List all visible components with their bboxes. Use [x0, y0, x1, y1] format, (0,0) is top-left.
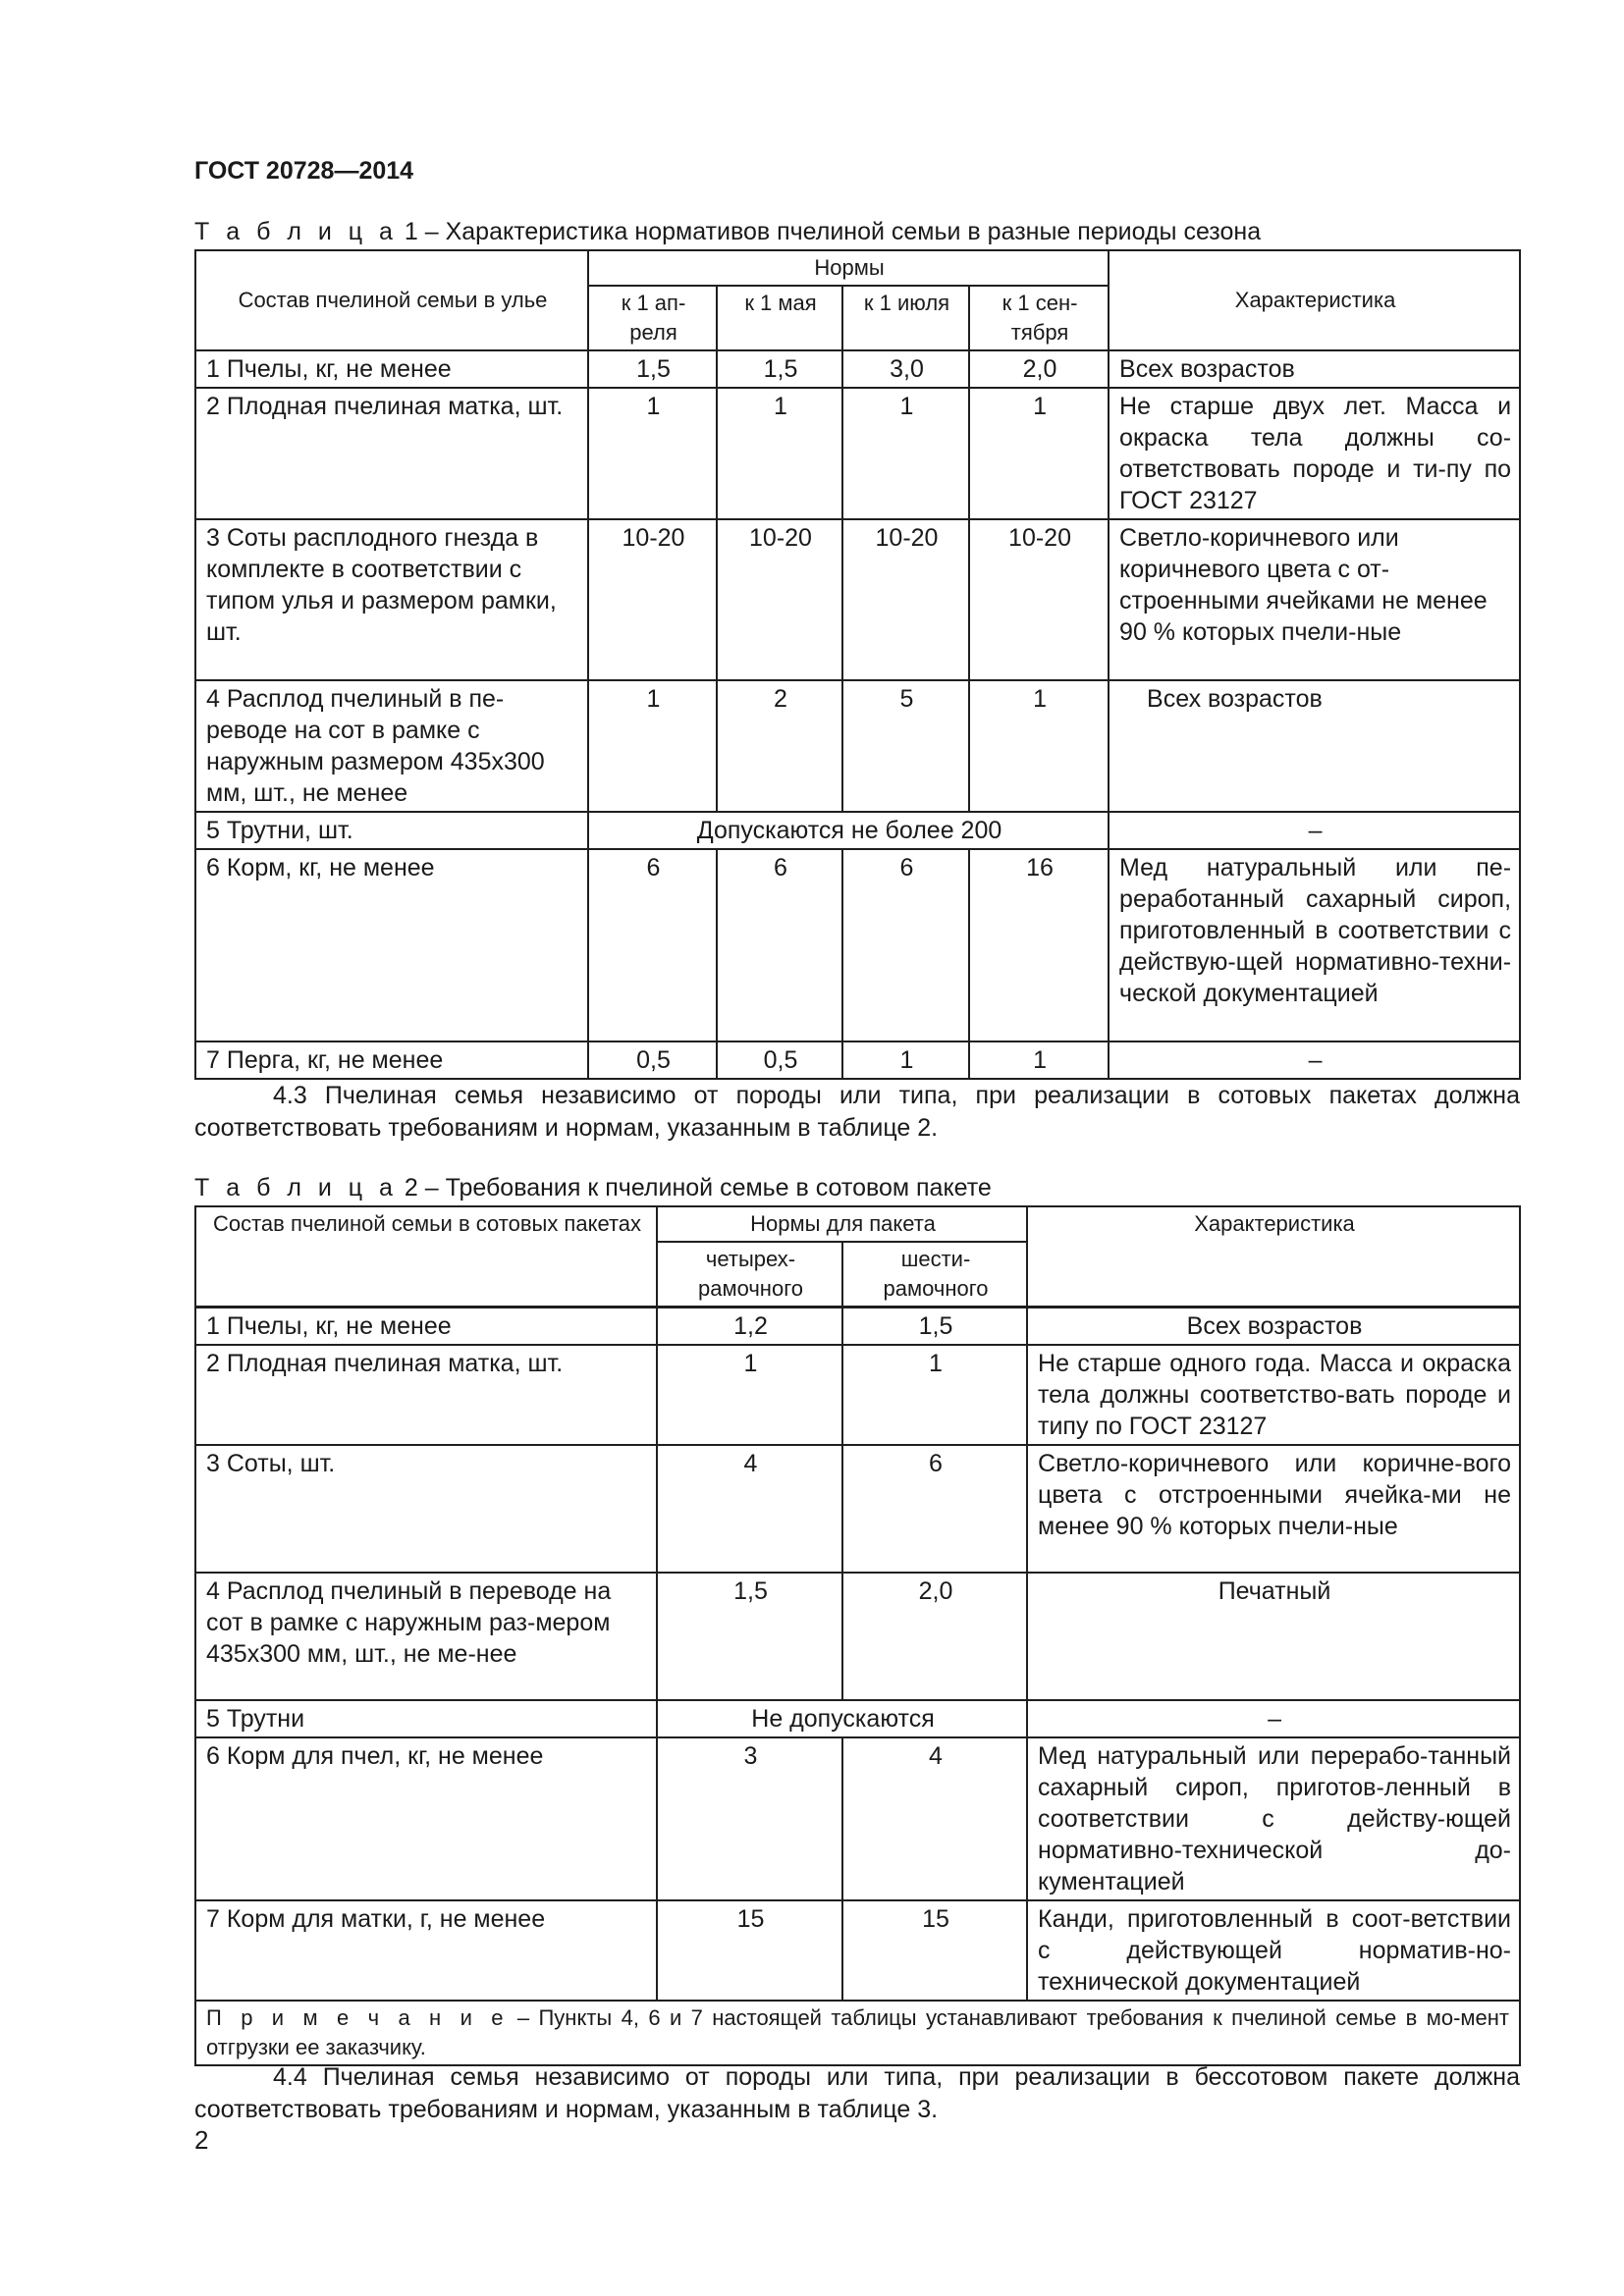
- table2-caption: [194, 1174, 992, 1202]
- table1-cell-apr: 1: [588, 388, 717, 519]
- table1-cell-name: 6 Корм, кг, не менее: [195, 849, 588, 1041]
- table2-cell-four: 3: [657, 1737, 842, 1900]
- table-row: [195, 1900, 1520, 2001]
- table1-cell-jul: 5: [842, 680, 969, 812]
- table1-cell-char: Светло-коричневого или коричневого цвета с от-строенными ячейками не менее 90 % которых пчели-ные: [1109, 519, 1520, 680]
- table1-cell-sep: 1: [969, 388, 1109, 519]
- table1-cell-char: –: [1109, 812, 1520, 849]
- table1-cell-char: Всех возрастов: [1109, 680, 1520, 812]
- table1-cell-merged-norm: Допускаются не более 200: [588, 812, 1109, 849]
- table-row: [195, 849, 1520, 1041]
- table2-note: [195, 2001, 1520, 2065]
- table2-cell-six: 4: [842, 1737, 1027, 1900]
- table2-cell-merged-norm: Не допускаются: [657, 1700, 1027, 1737]
- table1-cell-jul: 6: [842, 849, 969, 1041]
- paragraph-4-3: 4.3 Пчелиная семья независимо от породы или типа, при реализации в сотовых пакетах должна соответствовать требованиям и нормам, указанным в таблице 2.: [194, 1082, 1520, 1142]
- table2-head-characteristic: Характеристика: [1027, 1206, 1520, 1308]
- table1-cell-jul: 3,0: [842, 350, 969, 388]
- table1-head-norms: Нормы: [588, 250, 1109, 286]
- table1-cell-may: 2: [717, 680, 842, 812]
- page-number: 2: [194, 2125, 209, 2155]
- table2-cell-char: –: [1027, 1700, 1520, 1737]
- table-row: [195, 680, 1520, 812]
- table2-cell-char: Не старше одного года. Масса и окраска тела должны соответство-вать породе и типу по ГОСТ 23127: [1027, 1345, 1520, 1445]
- table1-cell-char: Мед натуральный или пе-реработанный сахарный сироп, приготовленный в соответствии с действую-щей нормативно-техни-ческой документацией: [1109, 849, 1520, 1041]
- table2-cell-four: 1: [657, 1345, 842, 1445]
- table2-note-label: П р и м е ч а н и е: [206, 2005, 509, 2030]
- table-row: [195, 350, 1520, 388]
- paragraph-4-4: 4.4 Пчелиная семья независимо от породы или типа, при реализации в бессотовом пакете должна соответствовать требованиям и нормам, указанным в таблице 3.: [194, 2063, 1520, 2123]
- table1-cell-may: 10-20: [717, 519, 842, 680]
- table1-cell-apr: 1: [588, 680, 717, 812]
- table1-head-sep: к 1 сен-тября: [969, 286, 1109, 350]
- table1-cell-name: 7 Перга, кг, не менее: [195, 1041, 588, 1079]
- table2-cell-name: 6 Корм для пчел, кг, не менее: [195, 1737, 657, 1900]
- table2-cell-six: 6: [842, 1445, 1027, 1573]
- table2-caption-text: 2 – Требования к пчелиной семье в сотовом пакете: [397, 1174, 992, 1201]
- table1-cell-jul: 1: [842, 388, 969, 519]
- table1-head-composition: Состав пчелиной семьи в улье: [195, 250, 588, 350]
- table2-cell-six: 1,5: [842, 1308, 1027, 1346]
- table-note-row: [195, 2001, 1520, 2065]
- table2: [194, 1205, 1521, 2066]
- table2-cell-six: 2,0: [842, 1573, 1027, 1700]
- document-header: ГОСТ 20728—2014: [194, 157, 414, 185]
- table1-cell-jul: 1: [842, 1041, 969, 1079]
- table1-cell-sep: 16: [969, 849, 1109, 1041]
- table2-note-text: – Пункты 4, 6 и 7 настоящей таблицы устанавливают требования к пчелиной семье в мо-мент отгрузки ее заказчику.: [206, 2005, 1509, 2059]
- table1-head-characteristic: Характеристика: [1109, 250, 1520, 350]
- table1-cell-may: 6: [717, 849, 842, 1041]
- table1-cell-name: 1 Пчелы, кг, не менее: [195, 350, 588, 388]
- table2-cell-char: Печатный: [1027, 1573, 1520, 1700]
- table1-cell-char: Не старше двух лет. Масса и окраска тела должны со-ответствовать породе и ти-пу по ГОСТ 23127: [1109, 388, 1520, 519]
- table1-caption-label: Т а б л и ц а: [194, 218, 398, 245]
- table1-cell-name: 4 Расплод пчелиный в пе-реводе на сот в рамке с наружным размером 435x300 мм, шт., не менее: [195, 680, 588, 812]
- table2-cell-char: Канди, приготовленный в соот-ветствии с действующей норматив-но-технической документацией: [1027, 1900, 1520, 2001]
- table2-cell-name: 4 Расплод пчелиный в переводе на сот в рамке с наружным раз-мером 435x300 мм, шт., не ме-нее: [195, 1573, 657, 1700]
- table-row: [195, 1700, 1520, 1737]
- table1-cell-jul: 10-20: [842, 519, 969, 680]
- table2-cell-char: Мед натуральный или перерабо-танный сахарный сироп, приготов-ленный в соответствии с действу-ющей нормативно-технической до-кументацией: [1027, 1737, 1520, 1900]
- table1: [194, 249, 1521, 1080]
- table1-cell-may: 1: [717, 388, 842, 519]
- table2-head-four-frame: четырех-рамочного: [657, 1242, 842, 1308]
- table1-cell-sep: 10-20: [969, 519, 1109, 680]
- table1-cell-char: Всех возрастов: [1109, 350, 1520, 388]
- table2-cell-four: 4: [657, 1445, 842, 1573]
- table1-cell-may: 0,5: [717, 1041, 842, 1079]
- table-row: [195, 388, 1520, 519]
- table2-head-six-frame: шести-рамочного: [842, 1242, 1027, 1308]
- table2-cell-name: 5 Трутни: [195, 1700, 657, 1737]
- table2-caption-label: Т а б л и ц а: [194, 1174, 398, 1201]
- table2-cell-char: Всех возрастов: [1027, 1308, 1520, 1346]
- table1-cell-name: 3 Соты расплодного гнезда в комплекте в соответствии с типом улья и размером рамки, шт.: [195, 519, 588, 680]
- table1-cell-char: –: [1109, 1041, 1520, 1079]
- table1-head-may: к 1 мая: [717, 286, 842, 350]
- table2-cell-six: 15: [842, 1900, 1027, 2001]
- table2-head-norms: Нормы для пакета: [657, 1206, 1027, 1242]
- table2-cell-four: 15: [657, 1900, 842, 2001]
- table2-cell-six: 1: [842, 1345, 1027, 1445]
- table1-cell-may: 1,5: [717, 350, 842, 388]
- table2-cell-name: 7 Корм для матки, г, не менее: [195, 1900, 657, 2001]
- table2-head-composition: Состав пчелиной семьи в сотовых пакетах: [195, 1206, 657, 1308]
- table1-cell-sep: 1: [969, 680, 1109, 812]
- table-row: [195, 1737, 1520, 1900]
- table1-head-apr: к 1 ап-реля: [588, 286, 717, 350]
- table1-caption-text: 1 – Характеристика нормативов пчелиной семьи в разные периоды сезона: [397, 218, 1262, 245]
- table1-cell-sep: 1: [969, 1041, 1109, 1079]
- table2-cell-name: 1 Пчелы, кг, не менее: [195, 1308, 657, 1346]
- table1-cell-apr: 0,5: [588, 1041, 717, 1079]
- table-row: [195, 519, 1520, 680]
- table1-head-jul: к 1 июля: [842, 286, 969, 350]
- table-row: [195, 1308, 1520, 1346]
- table2-cell-char: Светло-коричневого или коричне-вого цвета с отстроенными ячейка-ми не менее 90 % которых пчели-ные: [1027, 1445, 1520, 1573]
- table1-cell-apr: 6: [588, 849, 717, 1041]
- table1-caption: [194, 218, 1261, 246]
- table1-cell-name: 2 Плодная пчелиная матка, шт.: [195, 388, 588, 519]
- table1-cell-name: 5 Трутни, шт.: [195, 812, 588, 849]
- table-row: [195, 1445, 1520, 1573]
- table-row: [195, 812, 1520, 849]
- table1-cell-sep: 2,0: [969, 350, 1109, 388]
- table-row: [195, 1345, 1520, 1445]
- table2-cell-name: 3 Соты, шт.: [195, 1445, 657, 1573]
- table2-cell-four: 1,2: [657, 1308, 842, 1346]
- table2-cell-four: 1,5: [657, 1573, 842, 1700]
- table1-cell-apr: 1,5: [588, 350, 717, 388]
- table-row: [195, 1573, 1520, 1700]
- table2-cell-name: 2 Плодная пчелиная матка, шт.: [195, 1345, 657, 1445]
- table-row: [195, 1041, 1520, 1079]
- table1-cell-apr: 10-20: [588, 519, 717, 680]
